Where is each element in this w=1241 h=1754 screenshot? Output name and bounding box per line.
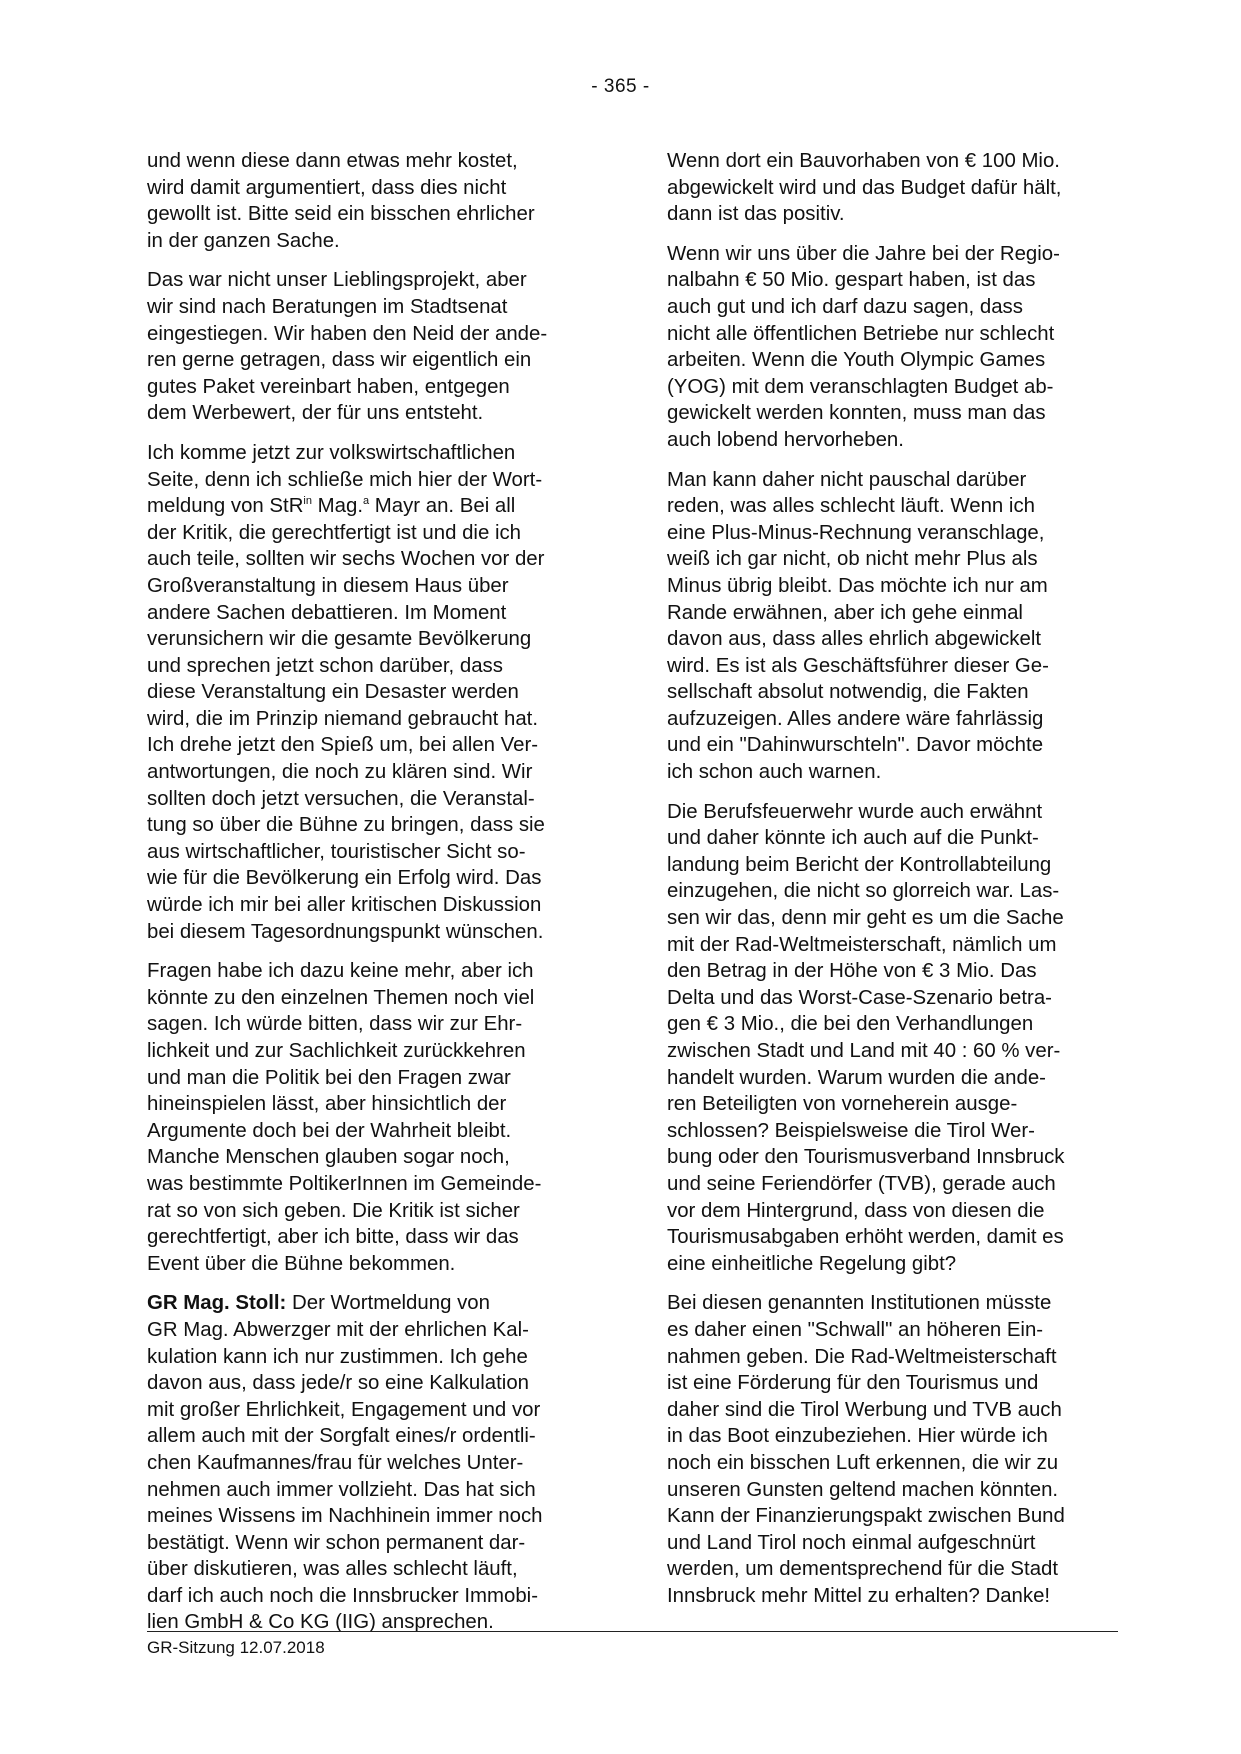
text-line: zwischen Stadt und Land mit 40 : 60 % ver- (667, 1040, 1061, 1062)
text-line: meines Wissens im Nachhinein immer noch (147, 1505, 543, 1528)
text-line: bei diesem Tagesordnungspunkt wünschen. (147, 920, 544, 943)
text-line: lichkeit und zur Sachlichkeit zurückkehren (147, 1040, 526, 1062)
text-line: und daher könnte ich auch auf die Punkt- (667, 827, 1039, 850)
text-line: hineinspielen lässt, aber hinsichtlich der (147, 1093, 507, 1116)
left-column (147, 148, 593, 1649)
text-line: gewollt ist. Bitte seid ein bisschen ehrlicher (147, 203, 535, 226)
text-line: auch lobend hervorheben. (667, 428, 904, 451)
text-line: wird. Es ist als Geschäftsführer dieser Ge- (667, 654, 1049, 677)
text-line: aus wirtschaftlicher, touristischer Sicht so- (147, 840, 526, 863)
text-segment: Der Wortmeldung von (286, 1292, 490, 1315)
text-line: diese Veranstaltung ein Desaster werden (147, 681, 519, 704)
text-line: tung so über die Bühne zu bringen, dass sie (147, 814, 545, 837)
text-line: landung beim Bericht der Kontrollabteilung (667, 853, 1052, 876)
text-line: über diskutieren, was alles schlecht läuft, (147, 1558, 518, 1581)
superscript: a (362, 495, 370, 508)
text-line: Großveranstaltung in diesem Haus über (147, 574, 509, 597)
text-line: nalbahn € 50 Mio. gespart haben, ist das (667, 269, 1036, 292)
text-line: eine einheitliche Regelung gibt? (667, 1252, 957, 1275)
text-line: wird damit argumentiert, dass dies nicht (147, 176, 507, 199)
text-line: Man kann daher nicht pauschal darüber (667, 468, 1027, 491)
text-line: in das Boot einzubeziehen. Hier würde ich (667, 1425, 1048, 1448)
text-line: schlossen? Beispielsweise die Tirol Wer- (667, 1119, 1035, 1142)
paragraph (147, 958, 593, 1277)
text-line: nehmen auch immer vollzieht. Das hat sich (147, 1478, 536, 1501)
text-segment: meldung von StR (147, 495, 304, 518)
text-line: allem auch mit der Sorgfalt eines/r ordentli- (147, 1425, 536, 1448)
paragraph (667, 799, 1119, 1278)
text-line: würde ich mir bei aller kritischen Diskussion (147, 894, 542, 917)
text-segment: Mayr an. Bei all (369, 495, 516, 518)
text-line: abgewickelt wird und das Budget dafür hält, (667, 176, 1062, 199)
text-line: bestätigt. Wenn wir schon permanent dar- (147, 1531, 526, 1554)
text-line: Delta und das Worst-Case-Szenario betra- (667, 986, 1052, 1009)
paragraph-continuation (147, 520, 593, 946)
paragraph-continuation (147, 1317, 593, 1636)
paragraph (147, 440, 593, 945)
paragraph (147, 1290, 593, 1636)
text-line: Event über die Bühne bekommen. (147, 1252, 456, 1275)
text-line: Fragen habe ich dazu keine mehr, aber ich (147, 960, 534, 983)
text-line: Manche Menschen glauben sogar noch, (147, 1146, 510, 1169)
text-line: Die Berufsfeuerwehr wurde auch erwähnt (667, 800, 1043, 823)
footer-session-date: GR-Sitzung 12.07.2018 (147, 1638, 325, 1657)
text-line: Ich drehe jetzt den Spieß um, bei allen Ver- (147, 734, 539, 757)
text-line: aufzuzeigen. Alles andere wäre fahrlässig (667, 707, 1044, 730)
text-line: dann ist das positiv. (667, 203, 845, 226)
paragraph (667, 241, 1119, 454)
text-line: verunsichern wir die gesamte Bevölkerung (147, 628, 532, 651)
text-line: werden, um dementsprechend für die Stadt (667, 1558, 1059, 1581)
text-line: wir sind nach Beratungen im Stadtsenat (147, 295, 508, 318)
text-line: mit der Rad-Weltmeisterschaft, nämlich um (667, 933, 1057, 956)
text-line: es daher einen "Schwall" an höheren Ein- (667, 1318, 1044, 1341)
text-line: davon aus, dass jede/r so eine Kalkulation (147, 1372, 530, 1395)
text-line: in der ganzen Sache. (147, 229, 340, 252)
text-line: Wenn wir uns über die Jahre bei der Regio- (667, 242, 1060, 265)
text-line: Tourismusabgaben erhöht werden, damit es (667, 1226, 1064, 1249)
paragraph (667, 148, 1119, 228)
text-line: ist eine Förderung für den Tourismus und (667, 1372, 1039, 1395)
text-line: (YOG) mit dem veranschlagten Budget ab- (667, 375, 1054, 398)
text-line: Seite, denn ich schließe mich hier der Wort- (147, 468, 543, 491)
text-line: unseren Gunsten geltend machen könnten. (667, 1478, 1059, 1501)
text-line: und seine Feriendörfer (TVB), gerade auch (667, 1172, 1056, 1195)
text-line: chen Kaufmannes/frau für welches Unter- (147, 1451, 524, 1474)
text-line: Innsbruck mehr Mittel zu erhalten? Danke! (667, 1584, 1051, 1607)
text-line: Bei diesen genannten Institutionen müsste (667, 1292, 1052, 1315)
text-line: gen € 3 Mio., die bei den Verhandlungen (667, 1013, 1034, 1036)
text-line: Ich komme jetzt zur volkswirtschaftlichen (147, 441, 516, 464)
text-line: könnte zu den einzelnen Themen noch viel (147, 986, 535, 1009)
text-line: wie für die Bevölkerung ein Erfolg wird. Das (147, 867, 542, 890)
text-line: den Betrag in der Höhe von € 3 Mio. Das (667, 960, 1037, 983)
text-line: Kann der Finanzierungspakt zwischen Bund (667, 1505, 1065, 1528)
text-line: daher sind die Tirol Werbung und TVB auch (667, 1398, 1062, 1421)
text-line: sellschaft absolut notwendig, die Fakten (667, 681, 1029, 704)
text-line: ich schon auch warnen. (667, 761, 882, 784)
text-line: darf ich auch noch die Innsbrucker Immobi- (147, 1584, 539, 1607)
text-line: arbeiten. Wenn die Youth Olympic Games (667, 349, 1046, 372)
text-line: sollten doch jetzt versuchen, die Veranstal- (147, 787, 535, 810)
text-line: sen wir das, denn mir geht es um die Sache (667, 907, 1064, 930)
text-line: ren Beteiligten von vorneherein ausge- (667, 1093, 1018, 1116)
text-segment: Mag. (311, 495, 363, 518)
text-line: der Kritik, die gerechtfertigt ist und die ich (147, 521, 522, 544)
text-line: reden, was alles schlecht läuft. Wenn ich (667, 495, 1035, 518)
text-line: handelt wurden. Warum wurden die ande- (667, 1066, 1046, 1089)
text-line: und Land Tirol noch einmal aufgeschnürt (667, 1531, 1036, 1554)
text-line: rat so von sich geben. Die Kritik ist sicher (147, 1199, 520, 1222)
text-line: weiß ich gar nicht, ob nicht mehr Plus als (667, 548, 1038, 571)
text-line: und man die Politik bei den Fragen zwar (147, 1066, 511, 1089)
text-line: gutes Paket vereinbart haben, entgegen (147, 375, 510, 398)
text-line: auch teile, sollten wir sechs Wochen vor der (147, 548, 545, 571)
text-line: antwortungen, die noch zu klären sind. Wir (147, 761, 533, 784)
text-line: wird, die im Prinzip niemand gebraucht hat. (147, 707, 539, 730)
text-line: andere Sachen debattieren. Im Moment (147, 601, 507, 624)
text-line: und ein "Dahinwurschteln". Davor möchte (667, 734, 1044, 757)
text-line: vor dem Hintergrund, dass von diesen die (667, 1199, 1045, 1222)
text-line: gewickelt werden konnten, muss man das (667, 402, 1046, 425)
paragraph (667, 467, 1119, 786)
page-number: - 365 - (591, 76, 650, 97)
text-line: und wenn diese dann etwas mehr kostet, (147, 150, 518, 172)
text-line (147, 1290, 593, 1317)
text-line: Argumente doch bei der Wahrheit bleibt. (147, 1119, 512, 1142)
text-line: sagen. Ich würde bitten, dass wir zur Ehr- (147, 1013, 523, 1036)
text-line: einzugehen, die nicht so glorreich war. Las- (667, 880, 1060, 903)
paragraph (147, 267, 593, 427)
paragraph (667, 1290, 1119, 1609)
text-line: und sprechen jetzt schon darüber, dass (147, 654, 503, 677)
text-line: kulation kann ich nur zustimmen. Ich gehe (147, 1345, 528, 1368)
text-line: gerechtfertigt, aber ich bitte, dass wir das (147, 1226, 519, 1249)
text-line: eine Plus-Minus-Rechnung veranschlage, (667, 521, 1045, 544)
text-line: davon aus, dass alles ehrlich abgewickelt (667, 628, 1042, 651)
footer-divider (147, 1631, 1118, 1632)
text-line: Minus übrig bleibt. Das möchte ich nur am (667, 574, 1048, 597)
text-line: noch ein bisschen Luft erkennen, die wir zu (667, 1451, 1059, 1474)
text-line: nahmen geben. Die Rad-Weltmeisterschaft (667, 1345, 1057, 1368)
text-line: nicht alle öffentlichen Betriebe nur schlecht (667, 322, 1055, 345)
text-line: Rande erwähnen, aber ich gehe einmal (667, 601, 1023, 624)
text-line: bung oder den Tourismusverband Innsbruck (667, 1146, 1065, 1169)
text-line: eingestiegen. Wir haben den Neid der ande- (147, 322, 548, 345)
text-line: ren gerne getragen, dass wir eigentlich ein (147, 349, 532, 372)
text-line: mit großer Ehrlichkeit, Engagement und vor (147, 1398, 541, 1421)
text-line: auch gut und ich darf dazu sagen, dass (667, 295, 1023, 318)
text-line: was bestimmte PoltikerInnen im Gemeinde- (147, 1172, 542, 1195)
right-column (667, 148, 1119, 1622)
speaker-name: GR Mag. Stoll: (147, 1292, 287, 1315)
paragraph (147, 148, 593, 254)
text-line: dem Werbewert, der für uns entsteht. (147, 402, 484, 425)
text-line: GR Mag. Abwerzger mit der ehrlichen Kal- (147, 1318, 529, 1341)
text-line: Wenn dort ein Bauvorhaben von € 100 Mio. (667, 150, 1060, 172)
superscript: in (303, 495, 312, 508)
text-line: Das war nicht unser Lieblingsprojekt, aber (147, 269, 527, 292)
text-line (147, 493, 593, 520)
text-line: lien GmbH & Co KG (IIG) ansprechen. (147, 1611, 494, 1634)
